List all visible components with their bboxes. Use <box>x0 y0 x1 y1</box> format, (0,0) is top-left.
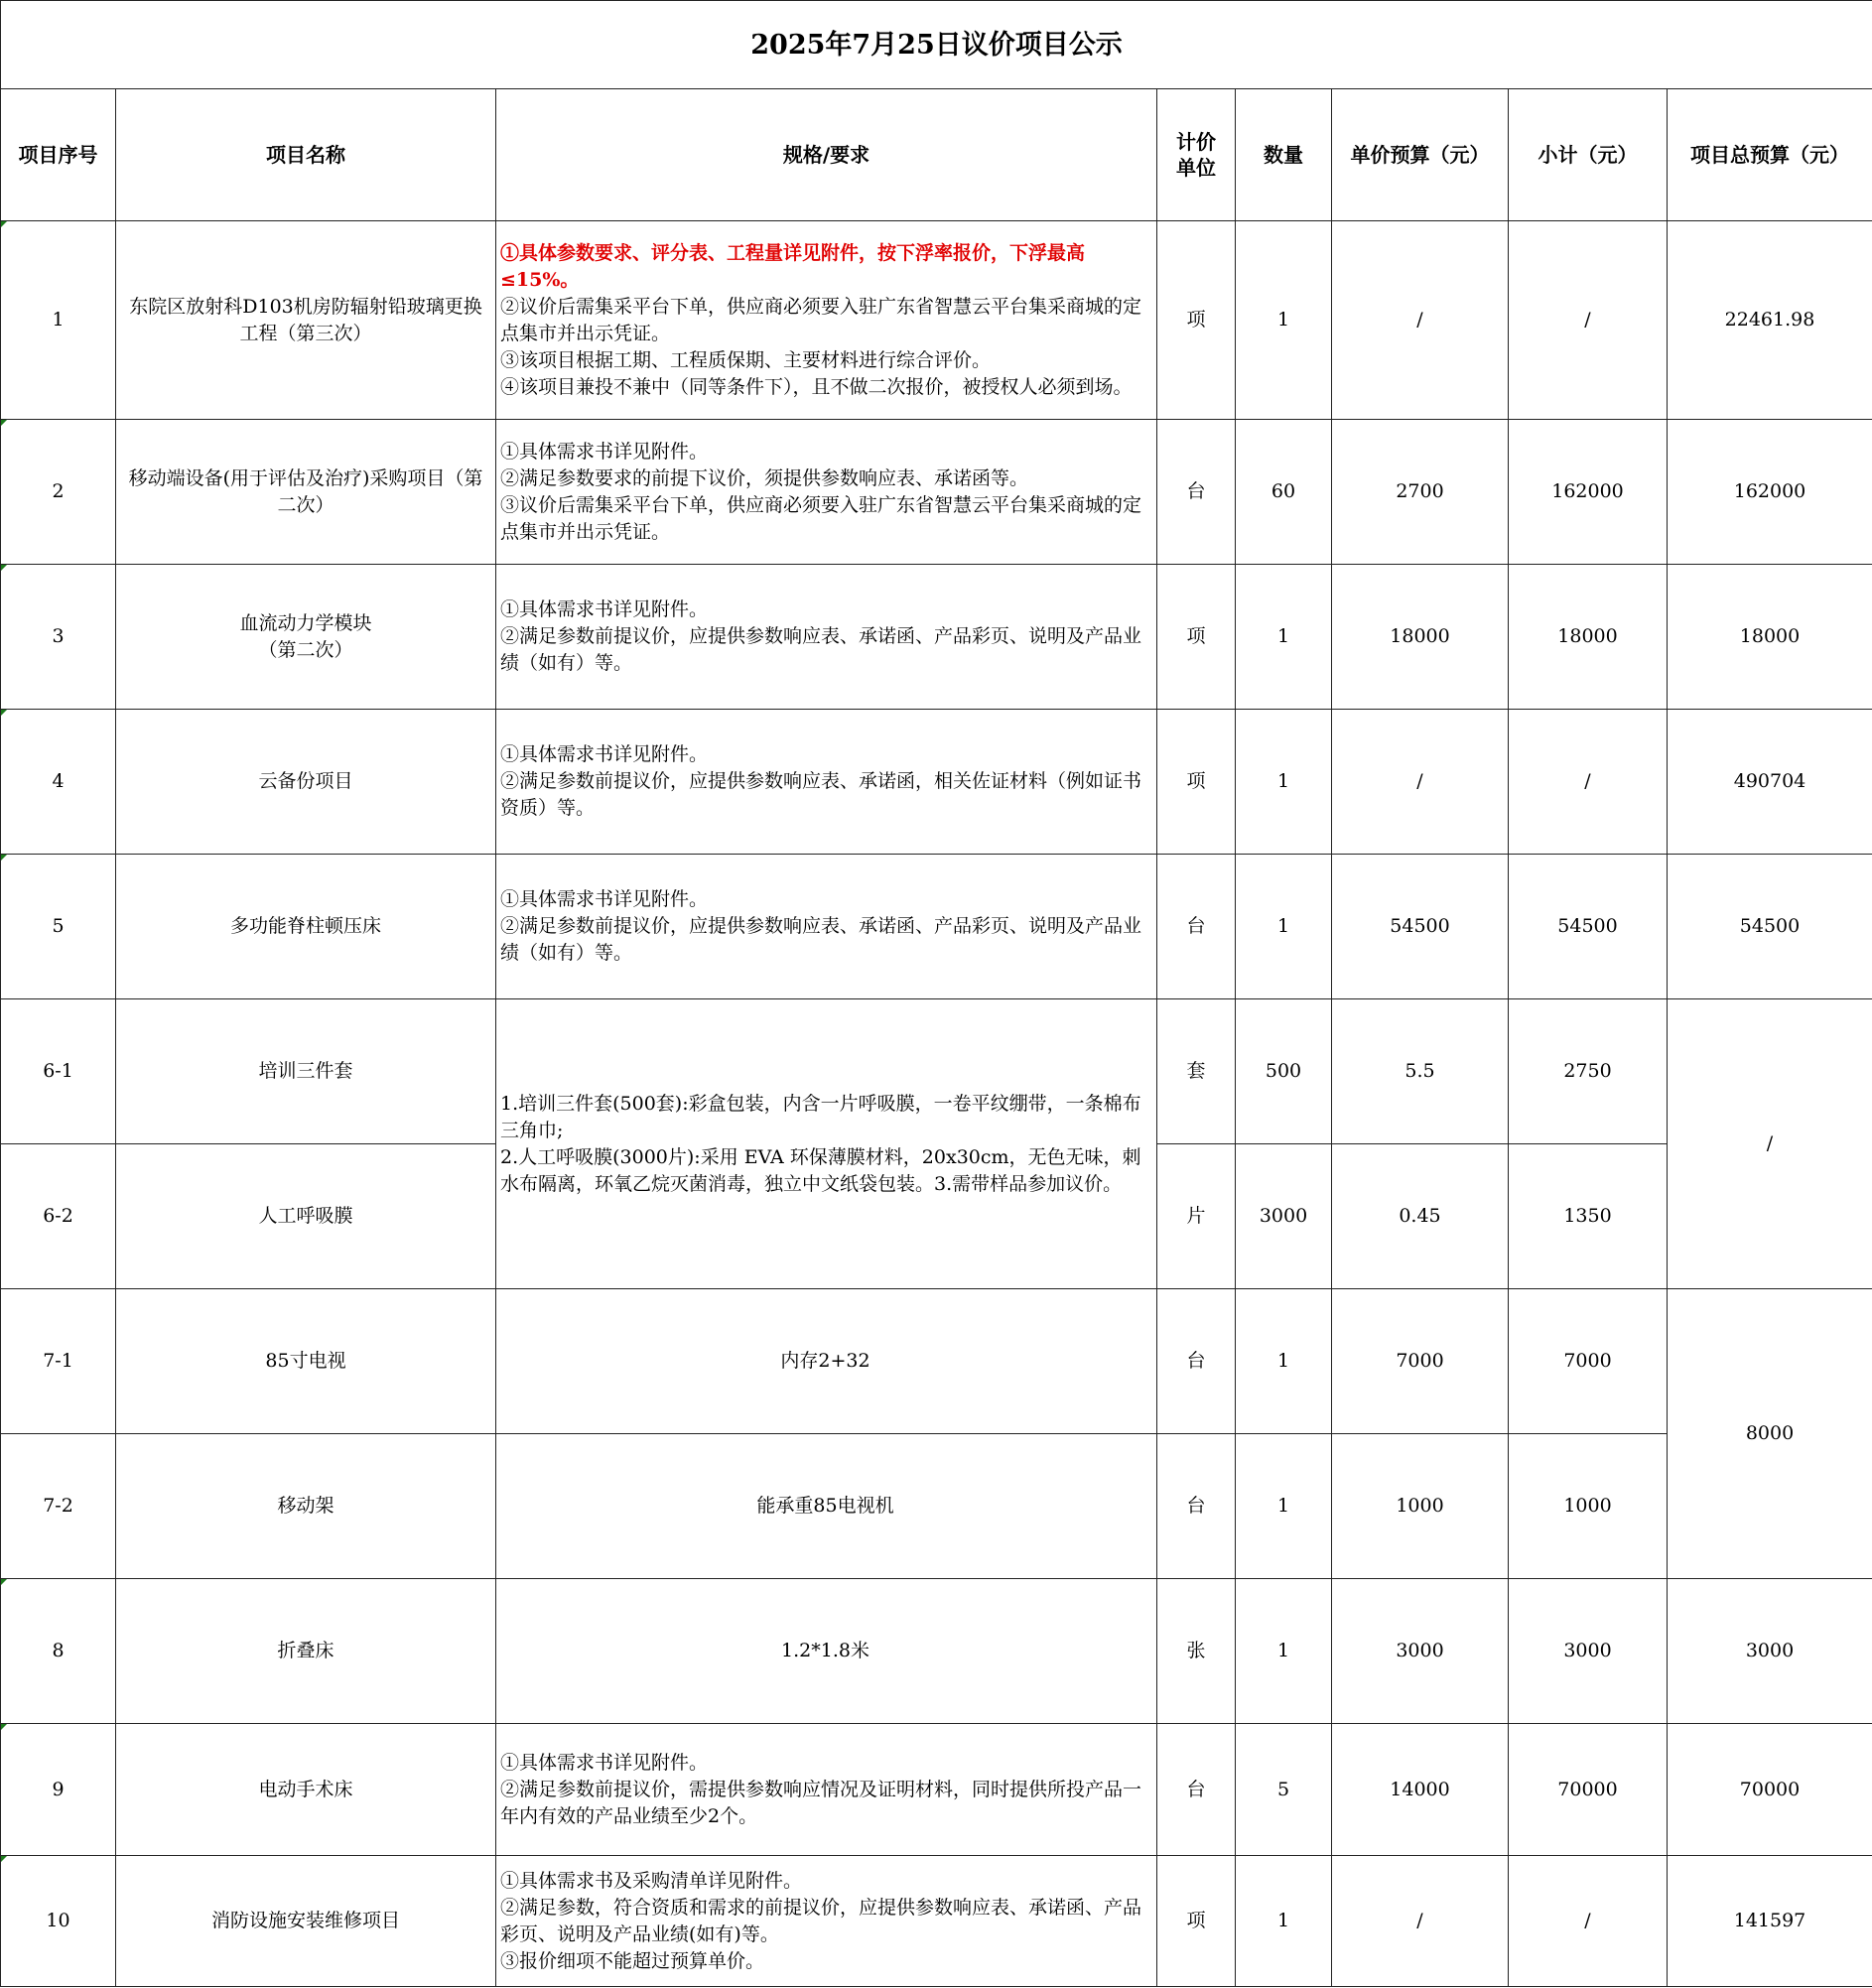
qty-cell: 1 <box>1236 855 1332 999</box>
name-line: （第二次） <box>258 638 353 661</box>
unit-cell: 张 <box>1157 1579 1236 1724</box>
header-row <box>1 89 1872 221</box>
total-cell: 3000 <box>1668 1579 1872 1724</box>
name-cell: 移动端设备(用于评估及治疗)采购项目（第二次） <box>116 420 496 565</box>
total-cell: 8000 <box>1668 1289 1872 1579</box>
table-row <box>1 221 1872 420</box>
table-row <box>1 710 1872 855</box>
unit-price-cell: 2700 <box>1332 420 1509 565</box>
name-cell: 折叠床 <box>116 1579 496 1724</box>
spec-line: ②满足参数前提议价，应提供参数响应表、承诺函，相关佐证材料（例如证书资质）等。 <box>500 770 1142 819</box>
spec-line: ③报价细项不能超过预算单价。 <box>500 1949 765 1972</box>
unit-cell: 台 <box>1157 1724 1236 1856</box>
spec-line: ①具体需求书详见附件。 <box>500 440 709 463</box>
total-cell: 490704 <box>1668 710 1872 855</box>
spec-cell <box>496 710 1157 855</box>
spec-line: ①具体需求书详见附件。 <box>500 888 709 910</box>
spec-cell <box>496 565 1157 710</box>
seq-cell: 1 <box>1 221 116 420</box>
spec-cell <box>496 1724 1157 1856</box>
unit-price-cell: / <box>1332 221 1509 420</box>
unit-price-cell: 14000 <box>1332 1724 1509 1856</box>
name-cell: 东院区放射科D103机房防辐射铅玻璃更换工程（第三次） <box>116 221 496 420</box>
unit-price-cell: 1000 <box>1332 1434 1509 1579</box>
header-seq: 项目序号 <box>1 89 116 221</box>
table-row <box>1 1724 1872 1856</box>
total-cell: 22461.98 <box>1668 221 1872 420</box>
unit-cell: 台 <box>1157 420 1236 565</box>
spec-cell <box>496 855 1157 999</box>
seq-cell: 6-1 <box>1 999 116 1144</box>
name-line: 血流动力学模块 <box>239 611 372 634</box>
header-name: 项目名称 <box>116 89 496 221</box>
total-cell: 54500 <box>1668 855 1872 999</box>
unit-price-cell: 3000 <box>1332 1579 1509 1724</box>
total-cell: 141597 <box>1668 1856 1872 1987</box>
spec-line: ④该项目兼投不兼中（同等条件下），且不做二次报价，被授权人必须到场。 <box>500 375 1133 398</box>
unit-price-cell: 5.5 <box>1332 999 1509 1144</box>
spec-line: ③议价后需集采平台下单，供应商必须要入驻广东省智慧云平台集采商城的定点集市并出示凭证。 <box>500 493 1142 543</box>
unit-cell: 项 <box>1157 221 1236 420</box>
spec-line: 2.人工呼吸膜(3000片):采用 EVA 环保薄膜材料，20x30cm，无色无味，刺水布隔离，环氧乙烷灭菌消毒，独立中文纸袋包装。3.需带样品参加议价。 <box>500 1145 1141 1195</box>
subtotal-cell: / <box>1509 1856 1668 1987</box>
seq-cell: 5 <box>1 855 116 999</box>
table-row <box>1 855 1872 999</box>
subtotal-cell: 54500 <box>1509 855 1668 999</box>
qty-cell: 1 <box>1236 565 1332 710</box>
table-row <box>1 420 1872 565</box>
table-row <box>1 1434 1872 1579</box>
table-row <box>1 1289 1872 1434</box>
unit-cell: 台 <box>1157 1289 1236 1434</box>
qty-cell: 1 <box>1236 1856 1332 1987</box>
subtotal-cell: / <box>1509 221 1668 420</box>
table-row <box>1 1856 1872 1987</box>
name-cell: 电动手术床 <box>116 1724 496 1856</box>
seq-cell: 7-2 <box>1 1434 116 1579</box>
header-unit: 计价单位 <box>1157 89 1236 221</box>
subtotal-cell: 1000 <box>1509 1434 1668 1579</box>
total-cell: 18000 <box>1668 565 1872 710</box>
qty-cell: 5 <box>1236 1724 1332 1856</box>
spec-line: ②满足参数前提议价，需提供参数响应情况及证明材料，同时提供所投产品一年内有效的产品业绩至少2个。 <box>500 1778 1142 1827</box>
spec-line: ①具体需求书详见附件。 <box>500 743 709 765</box>
unit-cell: 项 <box>1157 1856 1236 1987</box>
spec-line: ②满足参数要求的前提下议价，须提供参数响应表、承诺函等。 <box>500 466 1029 489</box>
spec-line: ①具体需求书及采购清单详见附件。 <box>500 1869 803 1892</box>
spec-line: ②满足参数，符合资质和需求的前提议价，应提供参数响应表、承诺函、产品彩页、说明及产品业绩(如有)等。 <box>500 1896 1142 1945</box>
name-cell: 培训三件套 <box>116 999 496 1144</box>
total-cell: 162000 <box>1668 420 1872 565</box>
unit-price-cell: / <box>1332 710 1509 855</box>
unit-cell: 项 <box>1157 710 1236 855</box>
subtotal-cell: 162000 <box>1509 420 1668 565</box>
name-cell: 85寸电视 <box>116 1289 496 1434</box>
subtotal-cell: 18000 <box>1509 565 1668 710</box>
seq-cell: 8 <box>1 1579 116 1724</box>
unit-cell: 套 <box>1157 999 1236 1144</box>
total-cell: / <box>1668 999 1872 1289</box>
header-total: 项目总预算（元） <box>1668 89 1872 221</box>
seq-cell: 7-1 <box>1 1289 116 1434</box>
seq-cell: 3 <box>1 565 116 710</box>
spec-line: 1.培训三件套(500套):彩盒包装，内含一片呼吸膜，一卷平纹绷带，一条棉布三角巾; <box>500 1092 1141 1141</box>
unit-price-cell: / <box>1332 1856 1509 1987</box>
qty-cell: 1 <box>1236 1579 1332 1724</box>
spec-cell: 能承重85电视机 <box>496 1434 1157 1579</box>
spec-cell: 内存2+32 <box>496 1289 1157 1434</box>
qty-cell: 1 <box>1236 1434 1332 1579</box>
spec-line: ③该项目根据工期、工程质保期、主要材料进行综合评价。 <box>500 348 992 371</box>
qty-cell: 1 <box>1236 1289 1332 1434</box>
table-row <box>1 565 1872 710</box>
header-spec: 规格/要求 <box>496 89 1157 221</box>
spec-cell: 1.2*1.8米 <box>496 1579 1157 1724</box>
header-unit-price: 单价预算（元） <box>1332 89 1509 221</box>
qty-cell: 3000 <box>1236 1144 1332 1289</box>
spec-line: ②议价后需集采平台下单，供应商必须要入驻广东省智慧云平台集采商城的定点集市并出示凭证。 <box>500 295 1142 344</box>
table-row <box>1 999 1872 1144</box>
unit-cell: 片 <box>1157 1144 1236 1289</box>
unit-price-cell: 7000 <box>1332 1289 1509 1434</box>
seq-cell: 2 <box>1 420 116 565</box>
unit-cell: 台 <box>1157 855 1236 999</box>
qty-cell: 1 <box>1236 221 1332 420</box>
page-title: 2025年7月25日议价项目公示 <box>1 1 1872 89</box>
seq-cell: 9 <box>1 1724 116 1856</box>
qty-cell: 1 <box>1236 710 1332 855</box>
subtotal-cell: 1350 <box>1509 1144 1668 1289</box>
unit-price-cell: 18000 <box>1332 565 1509 710</box>
unit-price-cell: 54500 <box>1332 855 1509 999</box>
qty-cell: 60 <box>1236 420 1332 565</box>
subtotal-cell: 70000 <box>1509 1724 1668 1856</box>
seq-cell: 10 <box>1 1856 116 1987</box>
name-cell: 消防设施安装维修项目 <box>116 1856 496 1987</box>
spec-line-highlight: ①具体参数要求、评分表、工程量详见附件，按下浮率报价，下浮最高≤15%。 <box>500 241 1086 291</box>
unit-cell: 项 <box>1157 565 1236 710</box>
spec-line: ①具体需求书详见附件。 <box>500 598 709 620</box>
spec-cell <box>496 999 1157 1289</box>
name-cell: 移动架 <box>116 1434 496 1579</box>
spec-cell <box>496 221 1157 420</box>
qty-cell: 500 <box>1236 999 1332 1144</box>
name-cell <box>116 565 496 710</box>
header-qty: 数量 <box>1236 89 1332 221</box>
header-subtotal: 小计（元） <box>1509 89 1668 221</box>
table-row <box>1 1579 1872 1724</box>
name-cell: 云备份项目 <box>116 710 496 855</box>
spec-line: ②满足参数前提议价，应提供参数响应表、承诺函、产品彩页、说明及产品业绩（如有）等。 <box>500 915 1142 964</box>
subtotal-cell: 7000 <box>1509 1289 1668 1434</box>
subtotal-cell: 2750 <box>1509 999 1668 1144</box>
spec-line: ②满足参数前提议价，应提供参数响应表、承诺函、产品彩页、说明及产品业绩（如有）等。 <box>500 625 1142 674</box>
subtotal-cell: 3000 <box>1509 1579 1668 1724</box>
seq-cell: 4 <box>1 710 116 855</box>
seq-cell: 6-2 <box>1 1144 116 1289</box>
subtotal-cell: / <box>1509 710 1668 855</box>
unit-price-cell: 0.45 <box>1332 1144 1509 1289</box>
spec-cell <box>496 1856 1157 1987</box>
total-cell: 70000 <box>1668 1724 1872 1856</box>
unit-cell: 台 <box>1157 1434 1236 1579</box>
name-cell: 多功能脊柱顿压床 <box>116 855 496 999</box>
spec-cell <box>496 420 1157 565</box>
name-cell: 人工呼吸膜 <box>116 1144 496 1289</box>
spec-line: ①具体需求书详见附件。 <box>500 1751 709 1774</box>
